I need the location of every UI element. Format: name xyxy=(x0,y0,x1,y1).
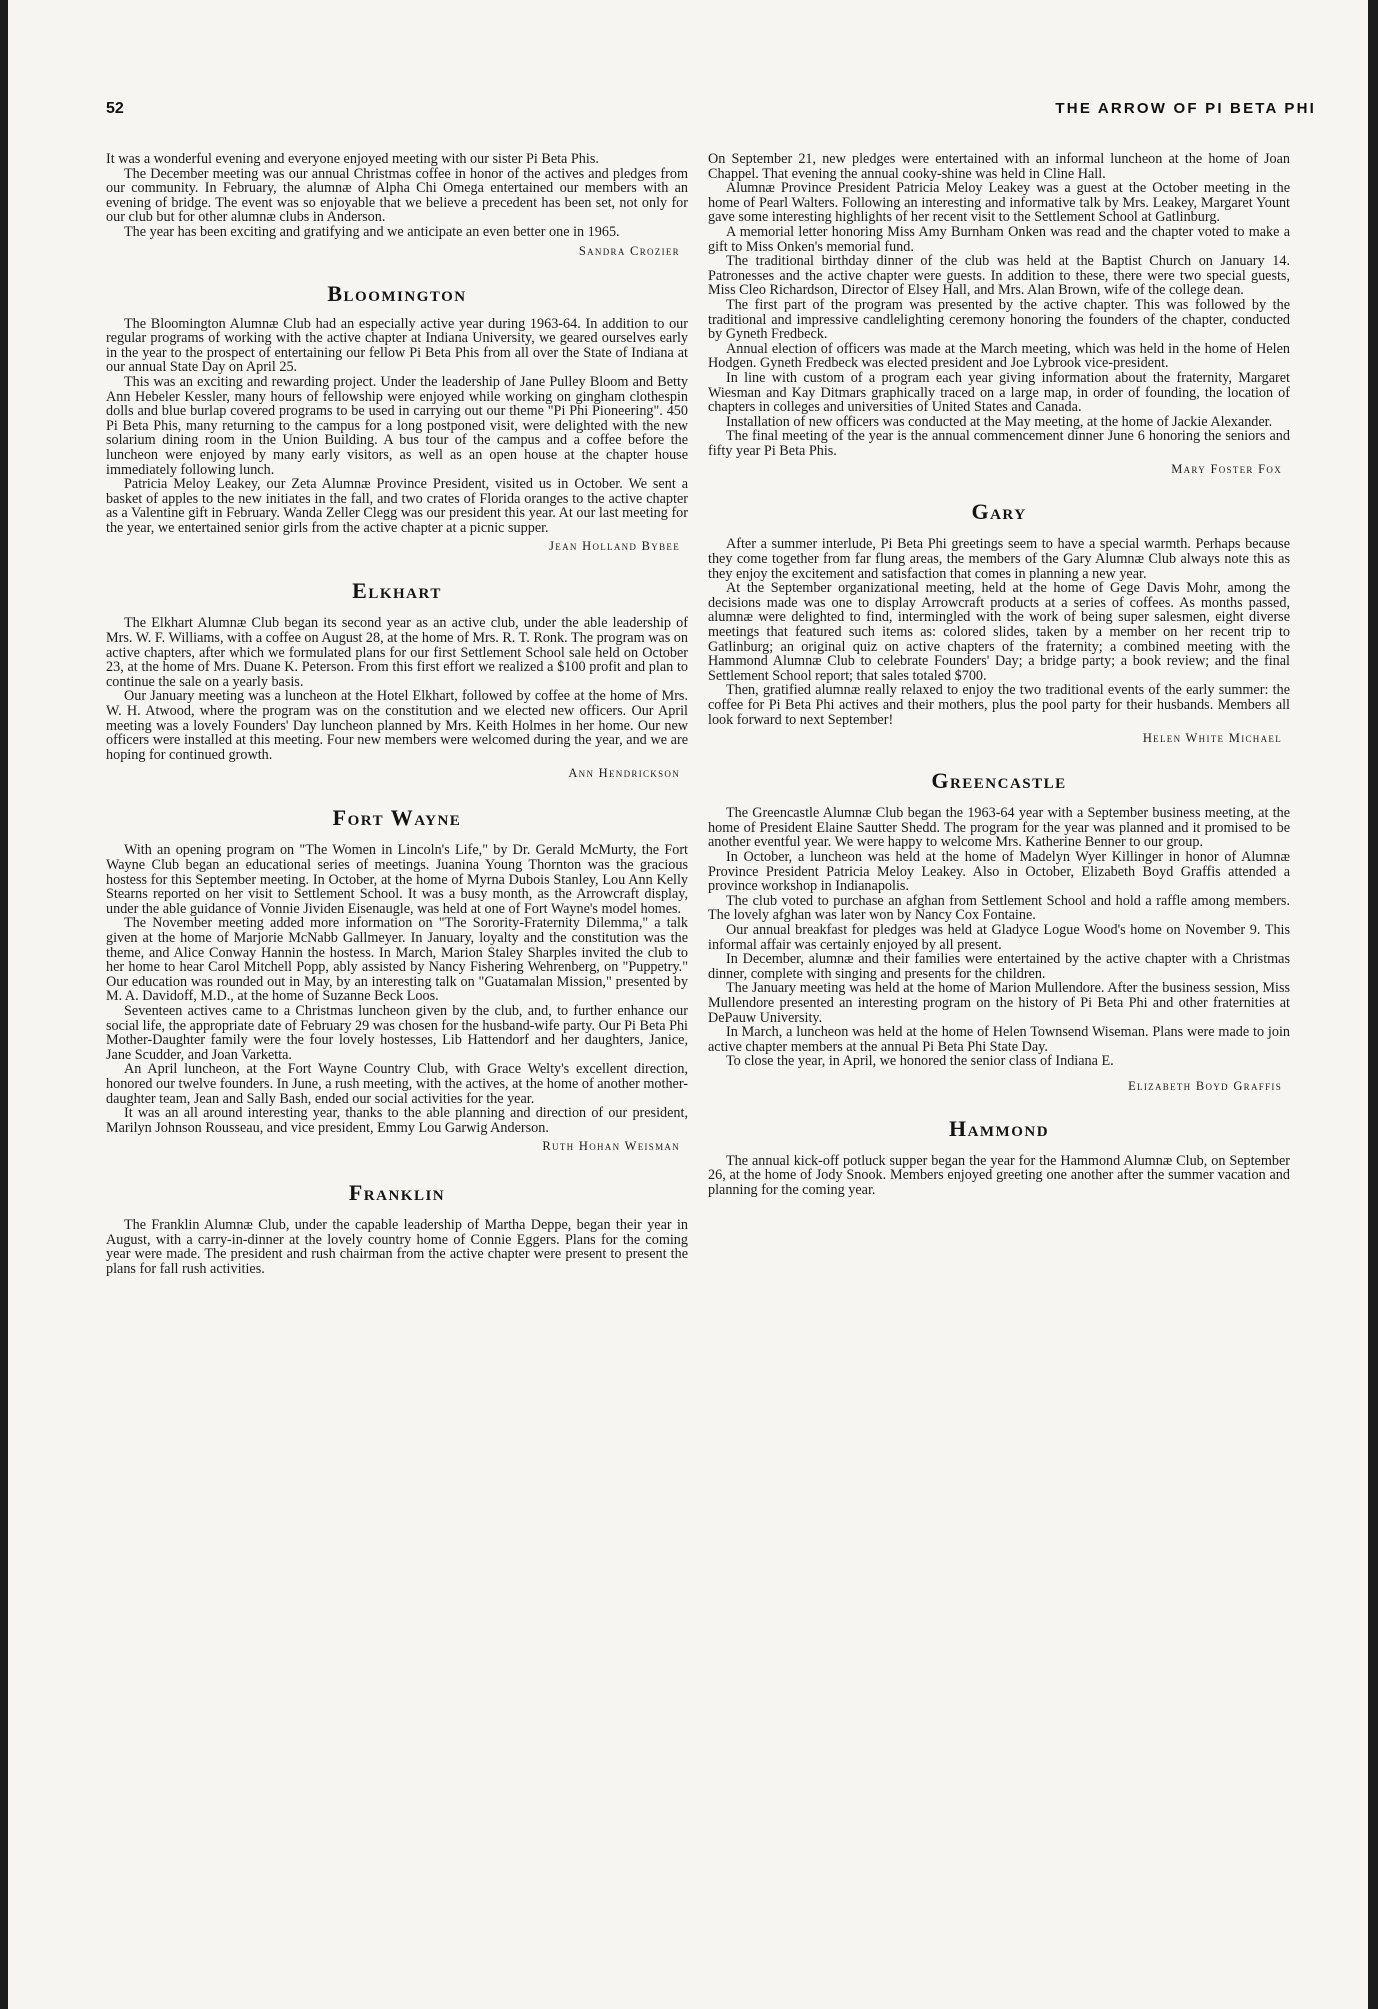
paragraph: In October, a luncheon was held at the home of Madelyn Wyer Killinger in honor of Alumnæ Province President Patricia Meloy Leakey. Also in October, Elizabeth Boyd Graffis attended a province workshop in Indianapolis. xyxy=(708,848,1290,895)
paragraph: The club voted to purchase an afghan from Settlement School and hold a raffle among members. The lovely afghan was later won by Nancy Cox Fontaine. xyxy=(708,892,1290,924)
paragraph: The Elkhart Alumnæ Club began its second year as an active club, under the able leadership of Mrs. W. F. Williams, with a coffee on August 28, at the home of Mrs. R. T. Ronk. The program was on active chapters, after which we formulated plans for our first Settlement School sale held on October 23, at the home of Mrs. Duane K. Peterson. From this first effort we realized a $100 profit and plan to continue the sale on a yearly basis. xyxy=(106,615,688,690)
running-head: THE ARROW OF PI BETA PHI xyxy=(1055,100,1316,117)
paragraph: Alumnæ Province President Patricia Meloy Leakey was a guest at the October meeting in the home of Pearl Walters. Following an interesting and informative talk by Mrs. Leakey, Margaret Yount gave some interesting highlights of her recent visit to the Settlement School at Gatlinburg. xyxy=(708,180,1290,226)
signature: Ruth Hohan Weisman xyxy=(542,1139,680,1154)
paragraph: At the September organizational meeting, held at the home of Gege Davis Mohr, among the decisions made was one to display Arrowcraft products at a series of coffees. As months passed, alumnæ were delighted to find, intermingled with the work of being super salesmen, eight diverse meetings that featured such items as: colored slides, taken by a member on her recent trip to Gatlinburg; an original quiz on active chapters of the fraternity; a combined meeting with the Hammond Alumnæ Club to celebrate Founders' Day; a bridge party; a book review; and the final Settlement School report; that sales totaled $700. xyxy=(708,580,1290,684)
signature: Ann Hendrickson xyxy=(568,766,680,781)
paragraph: Annual election of officers was made at the March meeting, which was held in the home of Helen Hodgen. Gyneth Fredbeck was elected president and Joe Lybrook vice-president. xyxy=(708,340,1290,372)
section-heading-gary: Gary xyxy=(971,499,1027,525)
paragraph: On September 21, new pledges were entertained with an informal luncheon at the home of Joan Chappel. That evening the annual cooky-shine was held in Cline Hall. xyxy=(708,151,1290,182)
paragraph: The traditional birthday dinner of the club was held at the Baptist Church on January 14. Patronesses and the active chapter were guests. In addition to these, there were two special guests, Miss Cleo Richardson, Director of Elsey Hall, and Mrs. Alan Brown, wife of the college dean. xyxy=(708,253,1290,299)
left-column xyxy=(106,152,688,1277)
paragraph: Then, gratified alumnæ really relaxed to enjoy the two traditional events of the early summer: the coffee for Pi Beta Phi actives and their mothers, plus the pool party for their husbands. Members all look forward to next September! xyxy=(708,682,1290,728)
paragraph: Installation of new officers was conducted at the May meeting, at the home of Jackie Alexander. xyxy=(726,413,1273,430)
paragraph: The Franklin Alumnæ Club, under the capable leadership of Martha Deppe, began their year in August, with a carry-in-dinner at the lovely country home of Connie Eggers. Plans for the coming year were made. The president and rush chairman from the active chapter were present to present the plans for fall rush activities. xyxy=(106,1217,688,1278)
paragraph: In December, alumnæ and their families were entertained by the active chapter with a Christmas dinner, complete with singing and presents for the children. xyxy=(708,951,1290,982)
section-heading-elkhart: Elkhart xyxy=(352,578,442,604)
paragraph: After a summer interlude, Pi Beta Phi greetings seem to have a special warmth. Perhaps because they come together from far flung areas, the members of the Gary Alumnæ Club always note this as they enjoy the excitement and satisfaction that comes in planning a new year. xyxy=(708,536,1290,582)
paragraph: It was a wonderful evening and everyone enjoyed meeting with our sister Pi Beta Phis. xyxy=(106,151,599,167)
signature: Elizabeth Boyd Graffis xyxy=(1128,1078,1282,1093)
paragraph: The year has been exciting and gratifying and we anticipate an even better one in 1965. xyxy=(124,223,620,240)
paragraph: In March, a luncheon was held at the home of Helen Townsend Wiseman. Plans were made to join active chapter members at the annual Pi Beta Phi State Day. xyxy=(708,1024,1290,1055)
signature: Sandra Crozier xyxy=(578,243,680,258)
paragraph: Seventeen actives came to a Christmas luncheon given by the club, and, to further enhance our social life, the appropriate date of February 29 was chosen for the husband-wife party. Our Pi Beta Phi Mother-Daughter family were the four lovely hostesses, Lib Hattendorf and her daughters, Janice, Jane Scudder, and Joan Varketta. xyxy=(106,1002,688,1063)
paragraph: A memorial letter honoring Miss Amy Burnham Onken was read and the chapter voted to make a gift to Miss Onken's memorial fund. xyxy=(708,223,1290,255)
paragraph: The final meeting of the year is the annual commencement dinner June 6 honoring the seniors and fifty year Pi Beta Phis. xyxy=(708,428,1290,459)
section-heading-greencastle: Greencastle xyxy=(931,768,1067,794)
paragraph: An April luncheon, at the Fort Wayne Country Club, with Grace Welty's excellent direction, honored our twelve founders. In June, a rush meeting, with the actives, at the home of another mother-daughter team, Jean and Sally Bash, ended our social activities for the year. xyxy=(106,1061,688,1107)
section-heading-franklin: Franklin xyxy=(348,1180,446,1206)
paragraph: The annual kick-off potluck supper began the year for the Hammond Alumnæ Club, on September 26, at the home of Jody Snook. Members enjoyed greeting one another after the summer vacation and planning for the coming year. xyxy=(708,1152,1290,1199)
page xyxy=(8,0,1368,2009)
section-heading-bloomington: Bloomington xyxy=(327,280,467,306)
paragraph: The Greencastle Alumnæ Club began the 1963-64 year with a September business meeting, at the home of President Elaine Sautter Shedd. The program for the year was planned and it promised to be another eventful year. We were happy to welcome Mrs. Katherine Benner to our group. xyxy=(708,805,1290,851)
signature: Jean Holland Bybee xyxy=(549,539,680,554)
paragraph: With an opening program on "The Women in Lincoln's Life," by Dr. Gerald McMurty, the Fort Wayne Club began an educational series of meetings. Juanina Young Thornton was the gracious hostess for this September meeting. In October, at the home of Myrna Dubois Stanley, Lou Ann Kelly Stearns reported on her visit to Settlement School. It was a busy month, as the Arrowcraft display, under the able guidance of Vonnie Jividen Eisenaugle, was held at one of Fort Wayne's model homes. xyxy=(106,842,688,917)
paragraph: To close the year, in April, we honored the senior class of Indiana E. xyxy=(726,1053,1114,1070)
signature: Mary Foster Fox xyxy=(1171,462,1282,477)
paragraph: The November meeting added more information on "The Sorority-Fraternity Dilemma," a talk given at the home of Marjorie McNabb Gallmeyer. In January, loyalty and the constitution was the theme, and Alice Conway Hannin the hostess. In March, Marion Staley Sharples invited the club to her home to hear Carol Mitchell Popp, ably assisted by Nancy Fishering Wehrenberg, on "Puppetry." Our education was rounded out in May, by an interesting talk on "Guatamalan Mission," presented by M. A. Davidoff, M.D., at the home of Suzanne Beck Loos. xyxy=(106,915,688,1005)
paragraph: It was an all around interesting year, thanks to the able planning and direction of our president, Marilyn Johnson Rousseau, and vice president, Emmy Lou Garwig Anderson. xyxy=(106,1105,688,1136)
section-heading-hammond: Hammond xyxy=(948,1115,1050,1141)
section-heading-fort-wayne: Fort Wayne xyxy=(332,805,462,831)
paragraph: Our January meeting was a luncheon at the Hotel Elkhart, followed by coffee at the home of Mrs. W. H. Atwood, where the program was on the constitution and we elected new officers. Our April meeting was a lovely Founders' Day luncheon planned by Mrs. Keith Holmes in her home. Our new officers were installed at this meeting. Four new members were welcomed during the year, and we are hoping for continued growth. xyxy=(106,688,688,763)
paragraph: Our annual breakfast for pledges was held at Gladyce Logue Wood's home on November 9. This informal affair was certainly enjoyed by all present. xyxy=(708,921,1290,953)
signature: Helen White Michael xyxy=(1142,731,1282,746)
right-column xyxy=(708,152,1290,1198)
page-number: 52 xyxy=(106,100,124,117)
paragraph: The January meeting was held at the home of Marion Mullendore. After the business session, Miss Mullendore presented an interesting program on the history of Pi Beta Phi and other fraternities at DePauw University. xyxy=(708,980,1290,1026)
paragraph: The first part of the program was presented by the active chapter. This was followed by the traditional and impressive candlelighting ceremony honoring the founders of the chapter, conducted by Gyneth Fredbeck. xyxy=(708,296,1290,343)
paragraph: The Bloomington Alumnæ Club had an especially active year during 1963-64. In addition to our regular programs of working with the active chapter at Indiana University, we geared ourselves early in the year to the prospect of entertaining our fellow Pi Beta Phis from all over the State of Indiana at our annual State Day on April 25. xyxy=(106,315,688,376)
paragraph: The December meeting was our annual Christmas coffee in honor of the actives and pledges from our community. In February, the alumnæ of Alpha Chi Omega entertained our members with an evening of bridge. The event was so enjoyable that we believe a precedent has been set, not only for our club but for other alumnæ clubs in Anderson. xyxy=(106,165,688,226)
paragraph: In line with custom of a program each year giving information about the fraternity, Margaret Wiesman and Kay Ditmars graphically traced on a large map, in order of founding, the location of chapters in colleges and universities of United States and Canada. xyxy=(708,369,1290,416)
paragraph: Patricia Meloy Leakey, our Zeta Alumnæ Province President, visited us in October. We sent a basket of apples to the new initiates in the fall, and two crates of Florida oranges to the active chapter as a Valentine gift in February. Wanda Zeller Clegg was our president this year. At our last meeting for the year, we entertained senior girls from the active chapter at a picnic supper. xyxy=(106,476,688,536)
paragraph: This was an exciting and rewarding project. Under the leadership of Jane Pulley Bloom and Betty Ann Hebeler Kessler, many hours of fellowship were enjoyed while working on gingham clothespin dolls and blue burlap covered programs to be used in carrying out our theme "Pi Phi Pioneering". 450 Pi Beta Phis, many returning to the campus for a long postponed visit, were delighted with the new solarium dining room in the Union Building. A bus tour of the campus and a coffee before the luncheon were enjoyed by many early visitors, as well as an open house at the chapter house immediately following lunch. xyxy=(106,373,688,478)
